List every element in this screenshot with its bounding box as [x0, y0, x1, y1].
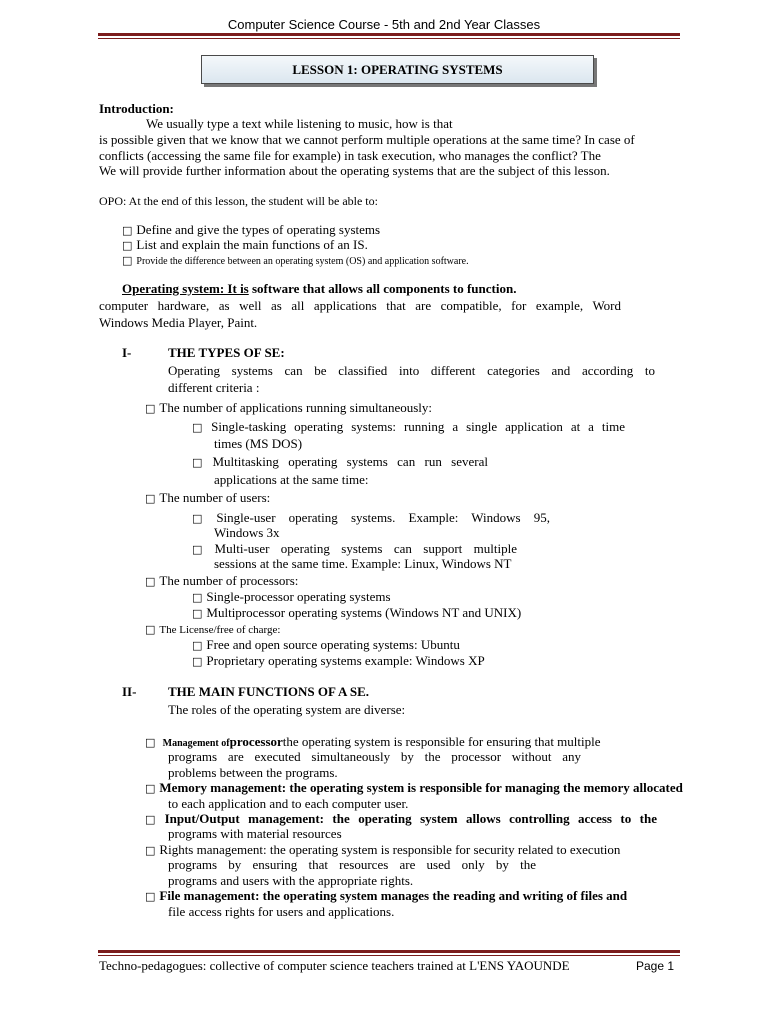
intro-heading: Introduction: — [99, 101, 174, 116]
page-header: Computer Science Course - 5th and 2nd Year Classes — [227, 17, 541, 32]
section-2-title: THE MAIN FUNCTIONS OF A SE. — [168, 684, 370, 699]
single-tasking-cont: times (MS DOS) — [214, 436, 303, 451]
footer-credit: Techno-pedagogues: collective of computer science teachers trained at L'ENS YAOUNDE — [99, 958, 570, 973]
function-processor-line-3: problems between the programs. — [168, 765, 338, 780]
multiprocessor: □ Multiprocessor operating systems (Windows NT and UNIX) — [192, 605, 521, 621]
multitasking: □ Multitasking operating systems can run several — [192, 454, 488, 470]
single-tasking: □ Single-tasking operating systems: running a single application at a time — [192, 419, 625, 435]
single-user-cont: Windows 3x — [214, 525, 280, 540]
lesson-title: LESSON 1: OPERATING SYSTEMS — [292, 62, 503, 77]
os-definition-label: Operating system: It is — [122, 281, 249, 296]
proprietary: □ Proprietary operating systems example: Windows XP — [192, 653, 485, 669]
opo-item-1: □ Define and give the types of operating systems — [122, 222, 380, 238]
function-io-line-2: programs with material resources — [168, 826, 342, 841]
section-1-desc-2: different criteria : — [168, 380, 260, 395]
function-io: □ Input/Output management: the operating system allows controlling access to the — [145, 811, 657, 827]
function-rights: □ Rights management: the operating system is responsible for security related to execution — [145, 842, 620, 858]
multitasking-cont: applications at the same time: — [214, 472, 369, 487]
function-rights-line-3: programs and users with the appropriate rights. — [168, 873, 414, 888]
section-1-number: I- — [122, 345, 132, 360]
criterion-license: □ The License/free of charge: — [145, 622, 280, 638]
function-memory: □ Memory management: the operating system is responsible for managing the memory allocated — [145, 780, 683, 796]
function-processor-rest: the operating system is responsible for ensuring that multiple — [282, 734, 601, 749]
function-processor-prefix: Management of — [162, 738, 230, 749]
intro-line-4: We will provide further information about the operating systems that are the subject of this lesson. — [99, 163, 610, 178]
function-processor-keyword: processor — [229, 734, 283, 749]
os-definition-line-3: Windows Media Player, Paint. — [99, 315, 258, 330]
multi-user-cont: sessions at the same time. Example: Linux, Windows NT — [214, 556, 512, 571]
function-files-line-2: file access rights for users and applications. — [168, 904, 395, 919]
function-rights-line-2: programs by ensuring that resources are used only by the — [168, 857, 536, 872]
opo-item-3: □ Provide the difference between an operating system (OS) and application software. — [122, 253, 469, 269]
page-number: Page 1 — [636, 959, 675, 973]
function-memory-line-2: to each application and to each computer user. — [168, 796, 409, 811]
os-definition-line-2: computer hardware, as well as all applications that are compatible, for example, Word — [99, 298, 621, 313]
section-1-desc-1: Operating systems can be classified into different categories and according to — [168, 363, 655, 378]
function-processor-line-2: programs are executed simultaneously by the processor without any — [168, 749, 581, 764]
opo-text: OPO: At the end of this lesson, the student will be able to: — [99, 194, 378, 208]
intro-line-1: We usually type a text while listening to music, how is that — [146, 116, 453, 131]
lesson-title-box — [201, 55, 594, 84]
os-definition-rest: software that allows all components to function. — [248, 281, 517, 296]
criterion-users: □ The number of users: — [145, 490, 270, 506]
opo-item-2: □ List and explain the main functions of an IS. — [122, 237, 368, 253]
header-rule — [98, 33, 680, 39]
footer-rule — [98, 950, 680, 956]
function-files: □ File management: the operating system manages the reading and writing of files and — [145, 888, 627, 904]
section-1-title: THE TYPES OF SE: — [168, 345, 285, 360]
multi-user: □ Multi-user operating systems can support multiple — [192, 541, 517, 557]
single-processor: □ Single-processor operating systems — [192, 589, 391, 605]
os-definition — [122, 281, 516, 296]
intro-line-3: conflicts (accessing the same file for example) in task execution, who manages the conflict? The — [99, 148, 601, 163]
intro-line-2: is possible given that we know that we cannot perform multiple operations at the same time? In case of — [99, 132, 635, 147]
criterion-processors: □ The number of processors: — [145, 573, 298, 589]
section-2-intro: The roles of the operating system are diverse: — [168, 702, 406, 717]
single-user: □ Single-user operating systems. Example: Windows 95, — [192, 510, 550, 526]
criterion-applications: □ The number of applications running simultaneously: — [145, 400, 432, 416]
open-source: □ Free and open source operating systems: Ubuntu — [192, 637, 460, 653]
section-2-number: II- — [122, 684, 137, 699]
